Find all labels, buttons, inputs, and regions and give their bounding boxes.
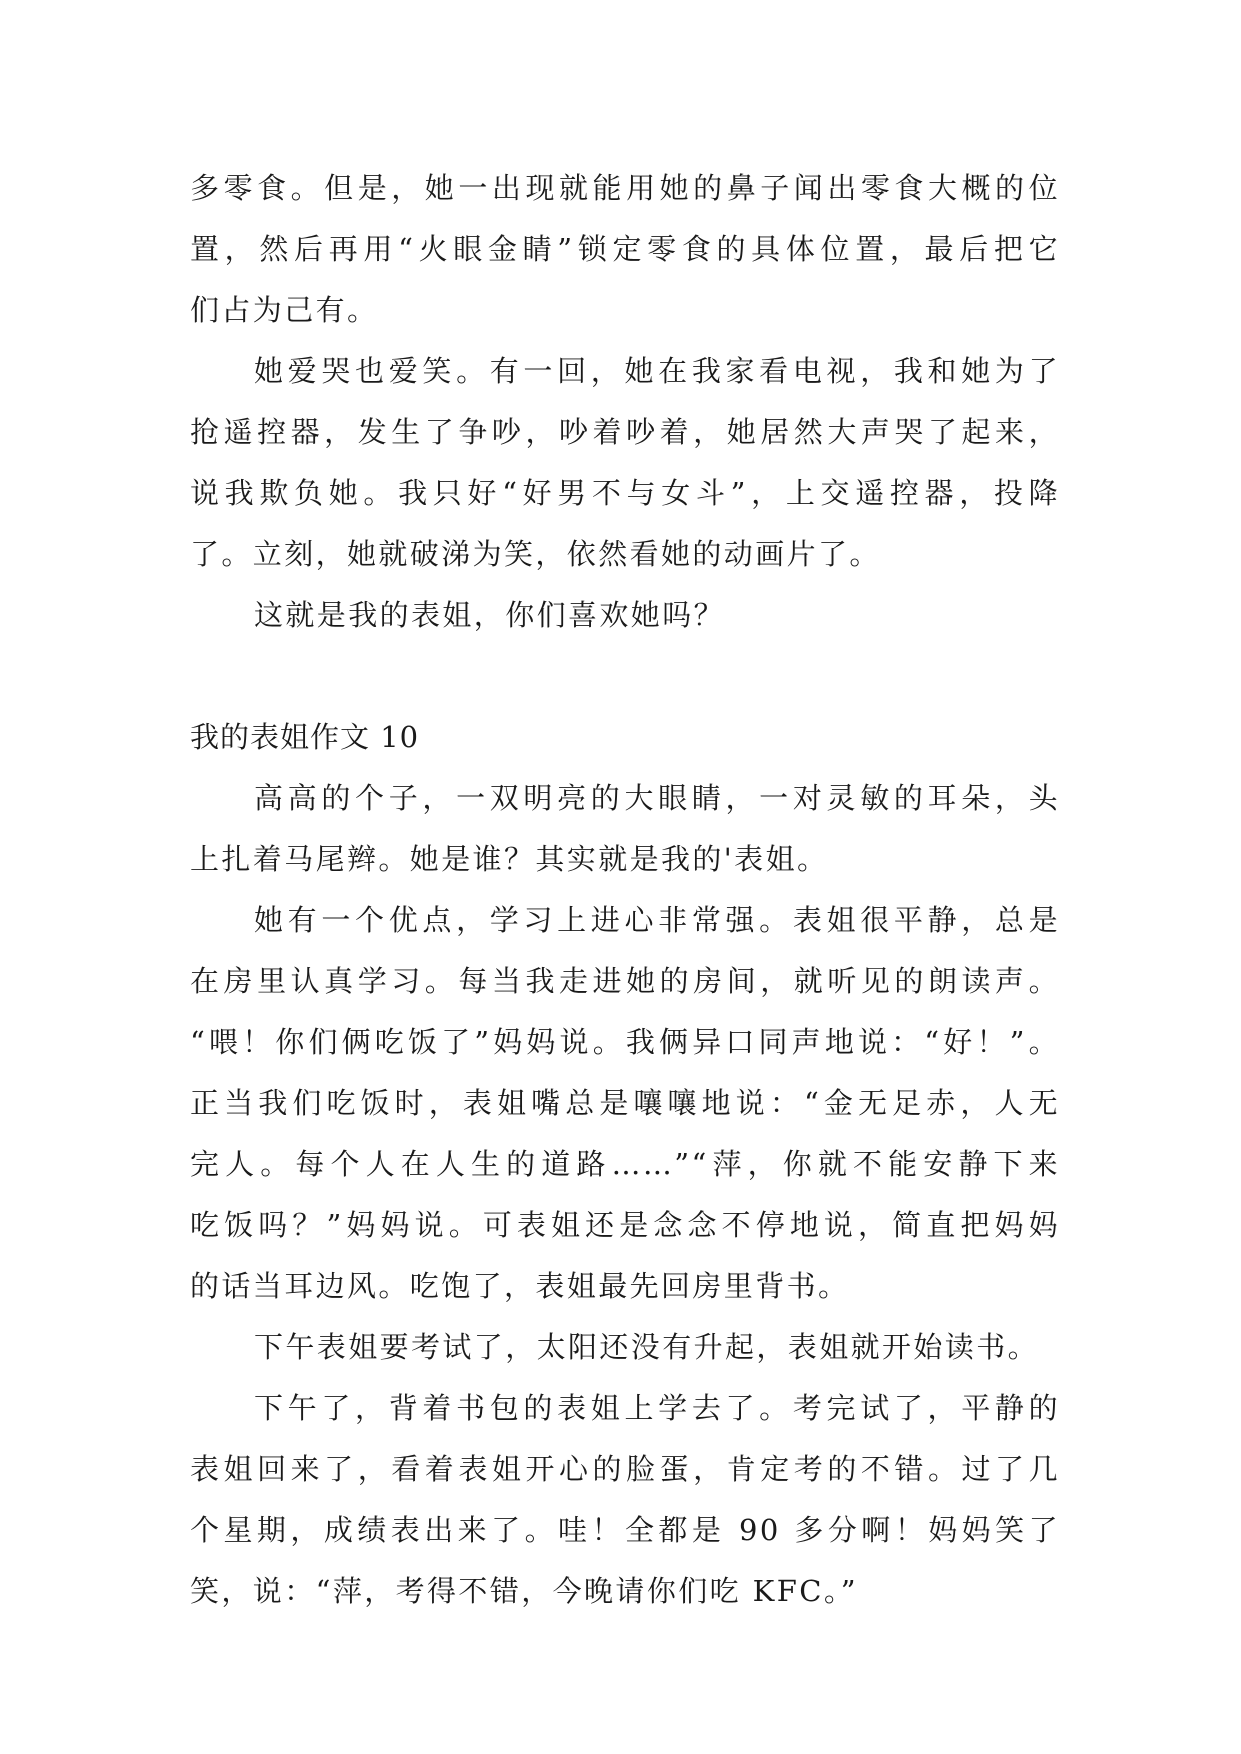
text-line: 完人。每个人在人生的道路……”“萍，你就不能安静下来 <box>190 1147 1060 1181</box>
text-line: 她有一个优点，学习上进心非常强。表姐很平静，总是 <box>254 903 1060 937</box>
text-line: 上扎着马尾辫。她是谁？其实就是我的'表姐。 <box>190 842 829 876</box>
text-line: 们占为己有。 <box>190 293 379 327</box>
text-line: 高高的个子，一双明亮的大眼睛，一对灵敏的耳朵，头 <box>254 781 1060 815</box>
text-line: 置，然后再用“火眼金睛”锁定零食的具体位置，最后把它 <box>190 232 1060 266</box>
text-line: 吃饭吗？”妈妈说。可表姐还是念念不停地说，简直把妈妈 <box>190 1208 1060 1242</box>
paragraph <box>190 1317 1060 1378</box>
text-line: 下午了，背着书包的表姐上学去了。考完试了，平静的 <box>254 1391 1060 1425</box>
paragraph <box>190 585 1060 646</box>
text-line: 多零食。但是，她一出现就能用她的鼻子闻出零食大概的位 <box>190 171 1060 205</box>
text-line: 笑，说：“萍，考得不错，今晚请你们吃 KFC。” <box>190 1574 858 1608</box>
text-line: 说我欺负她。我只好“好男不与女斗”，上交遥控器，投降 <box>190 476 1060 510</box>
text-line: “喂！你们俩吃饭了”妈妈说。我俩异口同声地说：“好！”。 <box>190 1025 1060 1059</box>
text-line: 在房里认真学习。每当我走进她的房间，就听见的朗读声。 <box>190 964 1060 998</box>
paragraph <box>190 768 1060 890</box>
text-line: 她爱哭也爱笑。有一回，她在我家看电视，我和她为了 <box>254 354 1060 388</box>
paragraph <box>190 341 1060 585</box>
text-line: 这就是我的表姐，你们喜欢她吗？ <box>254 598 726 632</box>
text-line: 下午表姐要考试了，太阳还没有升起，表姐就开始读书。 <box>254 1330 1040 1364</box>
paragraph-gap <box>190 646 1060 707</box>
text-line: 个星期，成绩表出来了。哇！全都是 90 多分啊！妈妈笑了 <box>190 1513 1060 1547</box>
text-line: 的话当耳边风。吃饱了，表姐最先回房里背书。 <box>190 1269 850 1303</box>
paragraph <box>190 1378 1060 1622</box>
text-line: 表姐回来了，看着表姐开心的脸蛋，肯定考的不错。过了几 <box>190 1452 1060 1486</box>
text-line: 了。立刻，她就破涕为笑，依然看她的动画片了。 <box>190 537 881 571</box>
paragraph <box>190 890 1060 1317</box>
article-title: 我的表姐作文 10 <box>190 720 420 754</box>
text-line: 抢遥控器，发生了争吵，吵着吵着，她居然大声哭了起来， <box>190 415 1060 449</box>
text-line: 正当我们吃饭时，表姐嘴总是嚷嚷地说：“金无足赤，人无 <box>190 1086 1060 1120</box>
paragraph <box>190 158 1060 341</box>
document-page <box>190 158 1060 1622</box>
